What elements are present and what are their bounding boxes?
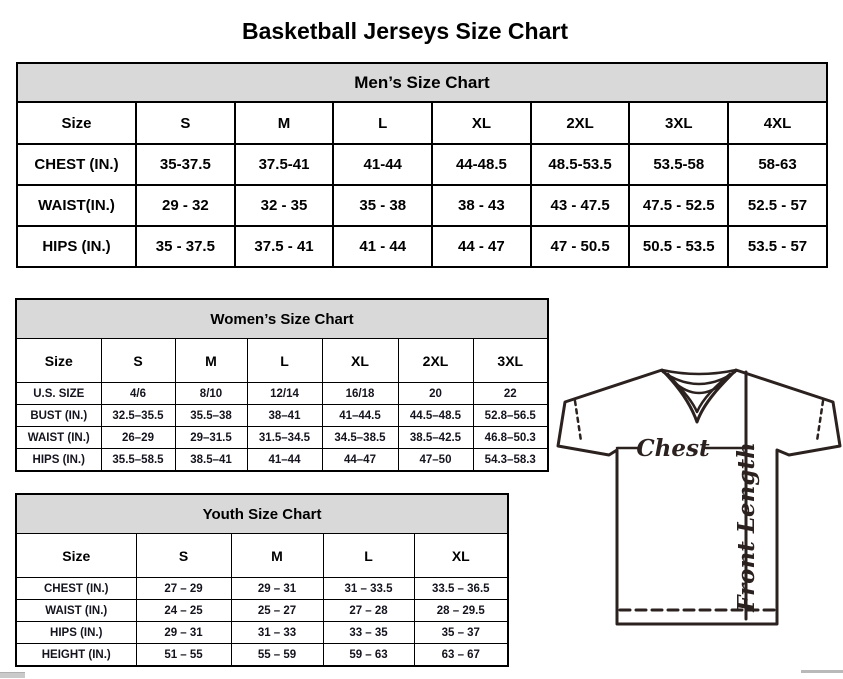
womens-row-label: BUST (IN.) bbox=[16, 405, 101, 427]
mens-cell: 53.5 - 57 bbox=[728, 226, 827, 267]
mens-row-label: WAIST(IN.) bbox=[17, 185, 136, 226]
page-title: Basketball Jerseys Size Chart bbox=[241, 18, 568, 45]
mens-cell: 44-48.5 bbox=[432, 144, 531, 185]
mens-cell: 29 - 32 bbox=[136, 185, 235, 226]
youth-row-label: HIPS (IN.) bbox=[16, 622, 136, 644]
womens-cell: 41–44 bbox=[247, 449, 322, 472]
youth-cell: 59 – 63 bbox=[323, 644, 414, 667]
youth-row-label: CHEST (IN.) bbox=[16, 578, 136, 600]
womens-col-header: L bbox=[247, 339, 322, 383]
horizontal-scrollbar-fragment[interactable] bbox=[0, 672, 25, 678]
womens-bust-row bbox=[16, 405, 548, 427]
womens-cell: 16/18 bbox=[322, 383, 398, 405]
womens-cell: 54.3–58.3 bbox=[473, 449, 548, 472]
womens-size-table bbox=[15, 298, 549, 472]
youth-cell: 28 – 29.5 bbox=[414, 600, 508, 622]
mens-cell: 47 - 50.5 bbox=[531, 226, 630, 267]
womens-cell: 31.5–34.5 bbox=[247, 427, 322, 449]
womens-col-header: Size bbox=[16, 339, 101, 383]
womens-col-header: M bbox=[175, 339, 247, 383]
mens-row-label: CHEST (IN.) bbox=[17, 144, 136, 185]
womens-chart-title: Women’s Size Chart bbox=[16, 299, 548, 339]
youth-cell: 29 – 31 bbox=[136, 622, 231, 644]
womens-cell: 22 bbox=[473, 383, 548, 405]
youth-cell: 31 – 33 bbox=[231, 622, 323, 644]
youth-col-header: M bbox=[231, 534, 323, 578]
mens-cell: 48.5-53.5 bbox=[531, 144, 630, 185]
mens-cell: 52.5 - 57 bbox=[728, 185, 827, 226]
mens-col-header: M bbox=[235, 102, 334, 144]
mens-cell: 47.5 - 52.5 bbox=[629, 185, 728, 226]
womens-cell: 41–44.5 bbox=[322, 405, 398, 427]
womens-cell: 35.5–58.5 bbox=[101, 449, 175, 472]
youth-cell: 33.5 – 36.5 bbox=[414, 578, 508, 600]
mens-waist-row bbox=[17, 185, 827, 226]
mens-col-header: 3XL bbox=[629, 102, 728, 144]
mens-col-header: 2XL bbox=[531, 102, 630, 144]
mens-cell: 32 - 35 bbox=[235, 185, 334, 226]
youth-row-label: HEIGHT (IN.) bbox=[16, 644, 136, 667]
womens-cell: 44.5–48.5 bbox=[398, 405, 473, 427]
mens-chart-title: Men’s Size Chart bbox=[17, 63, 827, 102]
mens-cell: 50.5 - 53.5 bbox=[629, 226, 728, 267]
mens-cell: 44 - 47 bbox=[432, 226, 531, 267]
youth-height-row bbox=[16, 644, 508, 667]
mens-col-header: L bbox=[333, 102, 432, 144]
womens-cell: 44–47 bbox=[322, 449, 398, 472]
womens-row-label: HIPS (IN.) bbox=[16, 449, 101, 472]
mens-cell: 41-44 bbox=[333, 144, 432, 185]
womens-col-header: 2XL bbox=[398, 339, 473, 383]
youth-col-header: L bbox=[323, 534, 414, 578]
womens-col-header: XL bbox=[322, 339, 398, 383]
chest-label: Chest bbox=[636, 435, 710, 462]
womens-hips-row bbox=[16, 449, 548, 472]
mens-cell: 35 - 38 bbox=[333, 185, 432, 226]
womens-ussize-row bbox=[16, 383, 548, 405]
womens-banner-row bbox=[16, 299, 548, 339]
womens-row-label: U.S. SIZE bbox=[16, 383, 101, 405]
womens-col-header: S bbox=[101, 339, 175, 383]
youth-waist-row bbox=[16, 600, 508, 622]
youth-col-header: XL bbox=[414, 534, 508, 578]
womens-cell: 38.5–42.5 bbox=[398, 427, 473, 449]
womens-cell: 20 bbox=[398, 383, 473, 405]
mens-cell: 53.5-58 bbox=[629, 144, 728, 185]
mens-cell: 58-63 bbox=[728, 144, 827, 185]
mens-col-header: Size bbox=[17, 102, 136, 144]
mens-cell: 35-37.5 bbox=[136, 144, 235, 185]
youth-cell: 31 – 33.5 bbox=[323, 578, 414, 600]
youth-chart-title: Youth Size Chart bbox=[16, 494, 508, 534]
mens-chest-row bbox=[17, 144, 827, 185]
mens-col-header: XL bbox=[432, 102, 531, 144]
mens-cell: 38 - 43 bbox=[432, 185, 531, 226]
mens-row-label: HIPS (IN.) bbox=[17, 226, 136, 267]
mens-cell: 43 - 47.5 bbox=[531, 185, 630, 226]
womens-cell: 38–41 bbox=[247, 405, 322, 427]
womens-cell: 34.5–38.5 bbox=[322, 427, 398, 449]
womens-cell: 38.5–41 bbox=[175, 449, 247, 472]
youth-banner-row bbox=[16, 494, 508, 534]
mens-cell: 41 - 44 bbox=[333, 226, 432, 267]
youth-cell: 35 – 37 bbox=[414, 622, 508, 644]
womens-cell: 29–31.5 bbox=[175, 427, 247, 449]
womens-cell: 52.8–56.5 bbox=[473, 405, 548, 427]
womens-waist-row bbox=[16, 427, 548, 449]
youth-size-table bbox=[15, 493, 509, 667]
mens-cell: 37.5-41 bbox=[235, 144, 334, 185]
womens-col-header: 3XL bbox=[473, 339, 548, 383]
youth-row-label: WAIST (IN.) bbox=[16, 600, 136, 622]
womens-cell: 46.8–50.3 bbox=[473, 427, 548, 449]
mens-col-header: S bbox=[136, 102, 235, 144]
womens-cell: 26–29 bbox=[101, 427, 175, 449]
mens-cell: 35 - 37.5 bbox=[136, 226, 235, 267]
horizontal-scrollbar-fragment[interactable] bbox=[801, 670, 843, 673]
mens-header-row bbox=[17, 102, 827, 144]
youth-cell: 55 – 59 bbox=[231, 644, 323, 667]
front-length-label: Front Length bbox=[733, 442, 760, 612]
womens-cell: 47–50 bbox=[398, 449, 473, 472]
youth-cell: 27 – 28 bbox=[323, 600, 414, 622]
mens-col-header: 4XL bbox=[728, 102, 827, 144]
collar-top-edge bbox=[662, 370, 736, 374]
womens-cell: 35.5–38 bbox=[175, 405, 247, 427]
mens-size-table bbox=[16, 62, 828, 268]
jersey-measurement-diagram bbox=[556, 362, 842, 632]
youth-col-header: S bbox=[136, 534, 231, 578]
youth-chest-row bbox=[16, 578, 508, 600]
womens-row-label: WAIST (IN.) bbox=[16, 427, 101, 449]
youth-hips-row bbox=[16, 622, 508, 644]
youth-cell: 24 – 25 bbox=[136, 600, 231, 622]
womens-cell: 32.5–35.5 bbox=[101, 405, 175, 427]
youth-cell: 29 – 31 bbox=[231, 578, 323, 600]
youth-header-row bbox=[16, 534, 508, 578]
youth-cell: 25 – 27 bbox=[231, 600, 323, 622]
youth-col-header: Size bbox=[16, 534, 136, 578]
womens-cell: 4/6 bbox=[101, 383, 175, 405]
womens-cell: 8/10 bbox=[175, 383, 247, 405]
youth-cell: 51 – 55 bbox=[136, 644, 231, 667]
youth-cell: 27 – 29 bbox=[136, 578, 231, 600]
youth-cell: 63 – 67 bbox=[414, 644, 508, 667]
youth-cell: 33 – 35 bbox=[323, 622, 414, 644]
mens-banner-row bbox=[17, 63, 827, 102]
womens-header-row bbox=[16, 339, 548, 383]
mens-hips-row bbox=[17, 226, 827, 267]
womens-cell: 12/14 bbox=[247, 383, 322, 405]
mens-cell: 37.5 - 41 bbox=[235, 226, 334, 267]
